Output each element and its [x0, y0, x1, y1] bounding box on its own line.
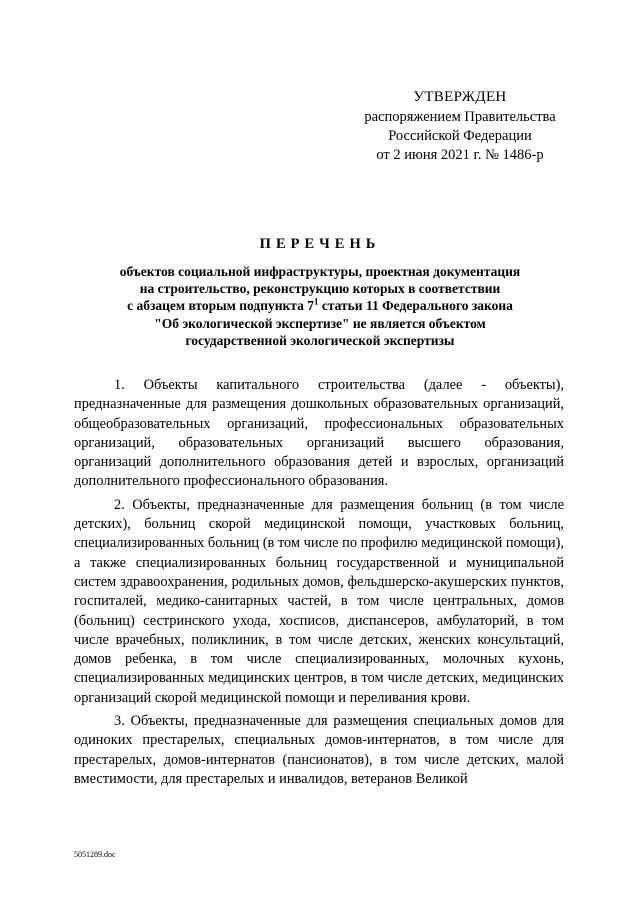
document-body	[74, 376, 564, 793]
subtitle-line: объектов социальной инфраструктуры, проектная документация	[119, 264, 521, 279]
approval-block	[340, 88, 580, 165]
paragraph-item-3: 3. Объекты, предназначенные для размещения специальных домов для одиноких престарелых, специальных домов-интернатов, в том числе для престарелых, домов-интернатов (пансионатов), в том числе детских, малой вместимости, для престарелых и инвалидов, ветеранов Великой	[74, 713, 564, 787]
subtitle-line: "Об экологической экспертизе" не является объектом	[154, 315, 486, 331]
paragraph-item-1: 1. Объекты капитального строительства (далее - объекты), предназначенные для размещения дошкольных образовательных организаций, общеобразовательных организаций, профессиональных образовательных организаций, образовательных организаций высшего образования, организаций дополнительного образования детей и взрослых, организаций дополнительного профессионального образования.	[74, 377, 564, 490]
document-title: ПЕРЕЧЕНЬ	[259, 236, 381, 252]
approval-line: от 2 июня 2021 г. № 1486-р	[376, 147, 544, 163]
approval-line: распоряжением Правительства	[364, 109, 556, 125]
subtitle-line	[60, 297, 580, 314]
subtitle-line: государственной экологической экспертизы	[185, 332, 455, 348]
subtitle-superscript: 1	[313, 297, 319, 308]
approval-heading: УТВЕРЖДЕН	[413, 89, 507, 105]
subtitle-text: статьи 11 Федерального закона	[318, 298, 513, 314]
subtitle-line: на строительство, реконструкцию которых в соответствии	[139, 281, 501, 297]
paragraph-item-2: 2. Объекты, предназначенные для размещения больниц (в том числе детских), больниц скорой медицинской помощи, участковых больниц, специализированных больниц (в том числе по профилю медицинской помощи), а также специализированных больниц государственной и муниципальной систем здравоохранения, родильных домов, фельдшерско-акушерских пунктов, госпиталей, медико-санитарных частей, в том числе центральных, домов (больниц) сестринского ухода, хосписов, диспансеров, амбулаторий, в том числе врачебных, поликлиник, в том числе детских, женских консультаций, домов ребенка, в том числе специализированных, молочных кухонь, специализированных медицинских центров, в том числе детских, медицинских организаций скорой медицинской помощи и переливания крови.	[74, 496, 564, 706]
document-subtitle	[60, 263, 580, 349]
approval-line: Российской Федерации	[388, 128, 532, 144]
document-file-code: 5051289.doc	[74, 850, 116, 859]
subtitle-text: с абзацем вторым подпункта 7	[127, 298, 314, 314]
